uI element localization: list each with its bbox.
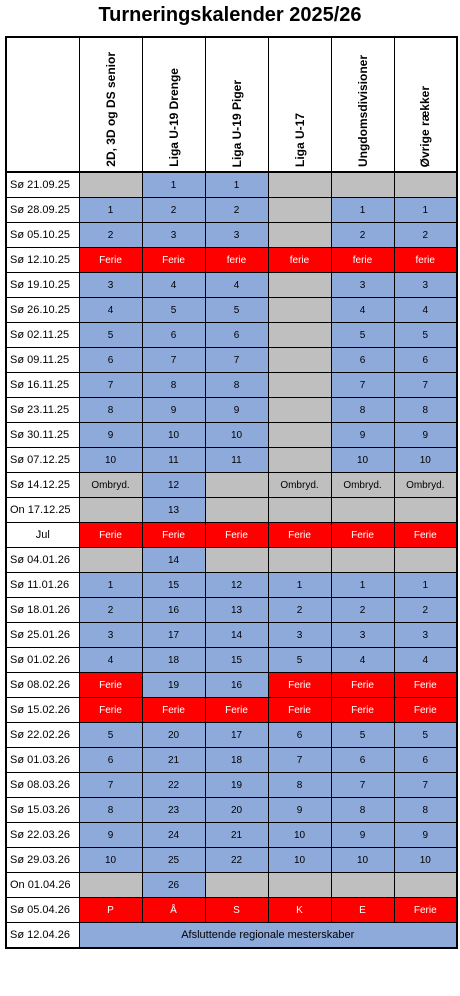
schedule-cell: 10 [394, 448, 457, 473]
calendar-row [6, 898, 457, 923]
calendar-row [6, 223, 457, 248]
schedule-cell: 8 [394, 398, 457, 423]
row-date: Sø 09.11.25 [6, 348, 79, 373]
calendar-row [6, 823, 457, 848]
schedule-cell: Ferie [268, 673, 331, 698]
schedule-cell: 3 [79, 273, 142, 298]
schedule-cell: 12 [205, 573, 268, 598]
schedule-cell: 3 [331, 623, 394, 648]
schedule-cell: 9 [331, 423, 394, 448]
calendar-row [6, 423, 457, 448]
calendar-row [6, 498, 457, 523]
calendar-body [6, 172, 457, 948]
calendar-row [6, 398, 457, 423]
schedule-cell: 17 [205, 723, 268, 748]
schedule-cell: 3 [142, 223, 205, 248]
schedule-cell: Ferie [79, 523, 142, 548]
schedule-cell: 6 [331, 348, 394, 373]
schedule-cell: 10 [331, 848, 394, 873]
schedule-cell: Å [142, 898, 205, 923]
schedule-cell: 2 [79, 223, 142, 248]
final-championship-cell: Afsluttende regionale mesterskaber [79, 923, 457, 949]
schedule-cell: 9 [205, 398, 268, 423]
schedule-cell: 11 [142, 448, 205, 473]
schedule-cell: 2 [79, 598, 142, 623]
schedule-cell: 1 [79, 573, 142, 598]
schedule-cell: 7 [394, 373, 457, 398]
schedule-cell: 6 [268, 723, 331, 748]
schedule-cell: Ferie [142, 698, 205, 723]
schedule-cell: 9 [394, 423, 457, 448]
schedule-cell: 6 [79, 748, 142, 773]
schedule-cell: 6 [331, 748, 394, 773]
schedule-cell: 12 [142, 473, 205, 498]
row-date: Sø 01.03.26 [6, 748, 79, 773]
schedule-cell: 5 [79, 723, 142, 748]
calendar-row [6, 873, 457, 898]
schedule-cell: Ferie [394, 898, 457, 923]
schedule-cell [331, 873, 394, 898]
schedule-cell: 5 [268, 648, 331, 673]
row-date: Sø 08.02.26 [6, 673, 79, 698]
schedule-cell: 8 [142, 373, 205, 398]
row-date: On 17.12.25 [6, 498, 79, 523]
schedule-cell: E [331, 898, 394, 923]
schedule-cell: 7 [331, 373, 394, 398]
row-date: Sø 23.11.25 [6, 398, 79, 423]
schedule-cell: 4 [142, 273, 205, 298]
schedule-cell: 10 [331, 448, 394, 473]
schedule-cell: Ferie [205, 523, 268, 548]
calendar-row [6, 848, 457, 873]
schedule-cell: 3 [394, 623, 457, 648]
calendar-row [6, 473, 457, 498]
row-date: Sø 25.01.26 [6, 623, 79, 648]
schedule-cell: 1 [142, 172, 205, 198]
schedule-cell: 5 [205, 298, 268, 323]
schedule-cell: 22 [205, 848, 268, 873]
schedule-cell [268, 298, 331, 323]
schedule-cell: 17 [142, 623, 205, 648]
schedule-cell: 4 [79, 298, 142, 323]
calendar-row [6, 198, 457, 223]
schedule-cell: 4 [331, 298, 394, 323]
calendar-row [6, 323, 457, 348]
calendar-row [6, 923, 457, 949]
schedule-cell: 7 [205, 348, 268, 373]
schedule-cell: K [268, 898, 331, 923]
column-header: Liga U-19 Piger [205, 37, 268, 172]
schedule-cell: 8 [394, 798, 457, 823]
schedule-cell [268, 223, 331, 248]
calendar-row [6, 523, 457, 548]
row-date: Sø 16.11.25 [6, 373, 79, 398]
schedule-cell: 16 [205, 673, 268, 698]
schedule-cell [394, 498, 457, 523]
calendar-row [6, 773, 457, 798]
row-date: Sø 28.09.25 [6, 198, 79, 223]
calendar-row [6, 698, 457, 723]
schedule-cell: 20 [142, 723, 205, 748]
schedule-cell: S [205, 898, 268, 923]
schedule-cell: 1 [79, 198, 142, 223]
row-date: Sø 22.03.26 [6, 823, 79, 848]
schedule-cell: 7 [142, 348, 205, 373]
schedule-cell: 10 [268, 848, 331, 873]
schedule-cell: 3 [394, 273, 457, 298]
column-header: Liga U-17 [268, 37, 331, 172]
row-date: Sø 29.03.26 [6, 848, 79, 873]
schedule-cell [331, 548, 394, 573]
schedule-cell: 1 [331, 573, 394, 598]
schedule-cell: 6 [205, 323, 268, 348]
schedule-cell: 9 [331, 823, 394, 848]
schedule-cell: 7 [331, 773, 394, 798]
schedule-cell: 26 [142, 873, 205, 898]
schedule-cell: 19 [205, 773, 268, 798]
schedule-cell [268, 448, 331, 473]
page-title: Turneringskalender 2025/26 [98, 4, 362, 26]
schedule-cell: 1 [268, 573, 331, 598]
calendar-row [6, 748, 457, 773]
schedule-cell [268, 423, 331, 448]
schedule-cell [268, 373, 331, 398]
tournament-calendar-table [5, 36, 458, 949]
schedule-cell [268, 198, 331, 223]
schedule-cell: 25 [142, 848, 205, 873]
schedule-cell: 11 [205, 448, 268, 473]
schedule-cell: 2 [205, 198, 268, 223]
calendar-row [6, 798, 457, 823]
schedule-cell: 1 [394, 198, 457, 223]
schedule-cell: Ferie [268, 698, 331, 723]
schedule-cell: Ferie [142, 248, 205, 273]
schedule-cell: Ombryd. [268, 473, 331, 498]
schedule-cell: Ferie [79, 248, 142, 273]
schedule-cell: 5 [79, 323, 142, 348]
schedule-cell: Ombryd. [331, 473, 394, 498]
schedule-cell: Ferie [331, 523, 394, 548]
schedule-cell: 2 [268, 598, 331, 623]
row-date: Sø 14.12.25 [6, 473, 79, 498]
row-date: Sø 05.10.25 [6, 223, 79, 248]
calendar-row [6, 548, 457, 573]
schedule-cell [79, 873, 142, 898]
calendar-row [6, 723, 457, 748]
schedule-cell [394, 873, 457, 898]
schedule-cell: 7 [79, 773, 142, 798]
row-date: Sø 15.02.26 [6, 698, 79, 723]
schedule-cell: 2 [331, 223, 394, 248]
row-date: Sø 12.10.25 [6, 248, 79, 273]
schedule-cell [268, 398, 331, 423]
schedule-cell: ferie [331, 248, 394, 273]
row-date: Sø 30.11.25 [6, 423, 79, 448]
schedule-cell: 3 [79, 623, 142, 648]
header-row [6, 37, 457, 172]
schedule-cell: 2 [331, 598, 394, 623]
column-header: Ungdomsdivisioner [331, 37, 394, 172]
schedule-cell: 1 [205, 172, 268, 198]
schedule-cell [331, 172, 394, 198]
schedule-cell: 4 [205, 273, 268, 298]
schedule-cell: 15 [205, 648, 268, 673]
row-date: Sø 02.11.25 [6, 323, 79, 348]
schedule-cell: 2 [142, 198, 205, 223]
schedule-cell: 8 [79, 398, 142, 423]
row-date: Sø 04.01.26 [6, 548, 79, 573]
schedule-cell: 4 [79, 648, 142, 673]
schedule-cell: Ferie [79, 698, 142, 723]
calendar-row [6, 648, 457, 673]
schedule-cell [205, 873, 268, 898]
schedule-cell: 10 [205, 423, 268, 448]
calendar-row [6, 448, 457, 473]
calendar-row [6, 673, 457, 698]
schedule-cell [394, 548, 457, 573]
schedule-cell: 6 [142, 323, 205, 348]
schedule-cell: 4 [394, 648, 457, 673]
schedule-cell: Ferie [394, 523, 457, 548]
schedule-cell: 13 [142, 498, 205, 523]
row-date: Jul [6, 523, 79, 548]
schedule-cell: P [79, 898, 142, 923]
schedule-cell: 10 [142, 423, 205, 448]
schedule-cell: 1 [331, 198, 394, 223]
column-header: Liga U-19 Drenge [142, 37, 205, 172]
row-date: Sø 11.01.26 [6, 573, 79, 598]
schedule-cell: 7 [79, 373, 142, 398]
schedule-cell: 10 [394, 848, 457, 873]
schedule-cell: 2 [394, 598, 457, 623]
calendar-row [6, 598, 457, 623]
calendar-row [6, 373, 457, 398]
schedule-cell: 8 [205, 373, 268, 398]
row-date: On 01.04.26 [6, 873, 79, 898]
schedule-cell [268, 323, 331, 348]
schedule-cell: Ferie [331, 698, 394, 723]
schedule-cell: 9 [142, 398, 205, 423]
calendar-row [6, 172, 457, 198]
schedule-cell: 18 [142, 648, 205, 673]
row-date: Sø 08.03.26 [6, 773, 79, 798]
row-date: Sø 19.10.25 [6, 273, 79, 298]
schedule-cell: 5 [394, 323, 457, 348]
schedule-cell: 3 [268, 623, 331, 648]
schedule-cell: 6 [394, 348, 457, 373]
schedule-cell: 14 [205, 623, 268, 648]
schedule-cell: 7 [268, 748, 331, 773]
calendar-row [6, 348, 457, 373]
row-date: Sø 15.03.26 [6, 798, 79, 823]
schedule-cell: Ferie [142, 523, 205, 548]
schedule-cell: 21 [205, 823, 268, 848]
schedule-cell [268, 273, 331, 298]
schedule-cell [268, 172, 331, 198]
schedule-cell: Ferie [394, 673, 457, 698]
column-header: 2D, 3D og DS senior [79, 37, 142, 172]
schedule-cell: 4 [331, 648, 394, 673]
header-corner [6, 37, 79, 172]
schedule-cell: 2 [394, 223, 457, 248]
schedule-cell: 4 [394, 298, 457, 323]
schedule-cell: Ombryd. [79, 473, 142, 498]
schedule-cell: 18 [205, 748, 268, 773]
schedule-cell [205, 548, 268, 573]
row-date: Sø 18.01.26 [6, 598, 79, 623]
schedule-cell: 15 [142, 573, 205, 598]
schedule-cell: 7 [394, 773, 457, 798]
schedule-cell: 9 [394, 823, 457, 848]
schedule-cell [331, 498, 394, 523]
schedule-cell: Ferie [205, 698, 268, 723]
schedule-cell: 3 [331, 273, 394, 298]
row-date: Sø 12.04.26 [6, 923, 79, 949]
schedule-cell: 23 [142, 798, 205, 823]
schedule-cell: Ferie [394, 698, 457, 723]
row-date: Sø 22.02.26 [6, 723, 79, 748]
schedule-cell: 3 [205, 223, 268, 248]
schedule-cell: ferie [394, 248, 457, 273]
row-date: Sø 21.09.25 [6, 172, 79, 198]
schedule-cell: 9 [79, 423, 142, 448]
schedule-cell [79, 548, 142, 573]
schedule-cell: 13 [205, 598, 268, 623]
schedule-cell [79, 172, 142, 198]
schedule-cell: 10 [79, 848, 142, 873]
calendar-row [6, 248, 457, 273]
schedule-cell: 14 [142, 548, 205, 573]
schedule-cell: 8 [331, 798, 394, 823]
schedule-cell: 9 [268, 798, 331, 823]
schedule-cell: 16 [142, 598, 205, 623]
schedule-cell: ferie [268, 248, 331, 273]
schedule-cell: Ombryd. [394, 473, 457, 498]
schedule-cell: 10 [79, 448, 142, 473]
schedule-cell: 19 [142, 673, 205, 698]
calendar-row [6, 273, 457, 298]
schedule-cell: 5 [331, 323, 394, 348]
schedule-cell: 8 [268, 773, 331, 798]
schedule-cell: 6 [394, 748, 457, 773]
row-date: Sø 05.04.26 [6, 898, 79, 923]
row-date: Sø 01.02.26 [6, 648, 79, 673]
schedule-cell: 9 [79, 823, 142, 848]
schedule-cell: 21 [142, 748, 205, 773]
schedule-cell [79, 498, 142, 523]
schedule-cell: 22 [142, 773, 205, 798]
schedule-cell: Ferie [331, 673, 394, 698]
schedule-cell: 6 [79, 348, 142, 373]
schedule-cell [205, 473, 268, 498]
schedule-cell [394, 172, 457, 198]
schedule-cell: 24 [142, 823, 205, 848]
schedule-cell: 10 [268, 823, 331, 848]
schedule-cell: 5 [142, 298, 205, 323]
schedule-cell: Ferie [268, 523, 331, 548]
schedule-cell [268, 348, 331, 373]
schedule-cell: 5 [331, 723, 394, 748]
schedule-cell: 8 [79, 798, 142, 823]
schedule-cell: 20 [205, 798, 268, 823]
schedule-cell [268, 498, 331, 523]
schedule-cell [205, 498, 268, 523]
schedule-cell: 8 [331, 398, 394, 423]
calendar-row [6, 298, 457, 323]
row-date: Sø 26.10.25 [6, 298, 79, 323]
calendar-row [6, 573, 457, 598]
schedule-cell: ferie [205, 248, 268, 273]
schedule-cell: 5 [394, 723, 457, 748]
schedule-cell [268, 873, 331, 898]
schedule-cell [268, 548, 331, 573]
schedule-cell: Ferie [79, 673, 142, 698]
column-header: Øvrige rækker [394, 37, 457, 172]
row-date: Sø 07.12.25 [6, 448, 79, 473]
schedule-cell: 1 [394, 573, 457, 598]
calendar-row [6, 623, 457, 648]
